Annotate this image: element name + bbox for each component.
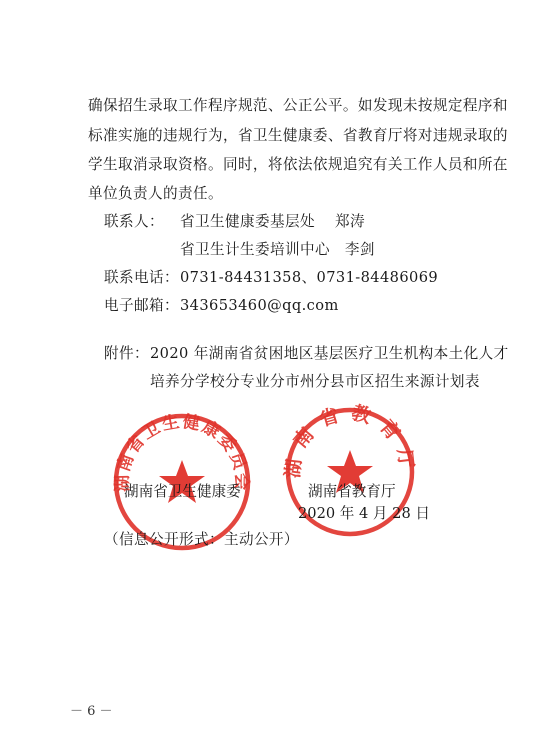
contact-person-1: 省卫生健康委基层处 郑涛 [180,213,365,230]
paragraph-line-4: 单位负责人的责任。 [88,185,223,202]
seal-2-text: 湖南省教育厅 [281,402,419,480]
page-number: － 6 － [70,704,113,719]
signature-org-1: 湖南省卫生健康委 [124,483,241,500]
attachment-line-2: 培养分学校分专业分市州分县市区招生来源计划表 [150,373,480,390]
phone-label: 联系电话： [104,269,179,286]
paragraph-line-1: 确保招生录取工作程序规范、公正公平。如发现未按规定程序和 [88,97,508,114]
paragraph-line-2: 标准实施的违规行为，省卫生健康委、省教育厅将对违规录取的 [88,127,508,144]
email-label: 电子邮箱： [104,297,179,314]
attachment-label: 附件： [104,345,149,362]
attachment-line-1: 2020 年湖南省贫困地区基层医疗卫生机构本土化人才 [150,345,509,362]
signature-date: 2020 年 4 月 28 日 [298,505,430,522]
contact-person-2: 省卫生计生委培训中心 李剑 [180,241,375,258]
signature-org-2: 湖南省教育厅 [308,483,396,500]
seal-1-text: 湖南省卫生健康委员会 [112,411,252,493]
disclosure-note: （信息公开形式：主动公开） [104,531,299,548]
email-address: 343653460@qq.com [180,297,339,314]
phone-numbers: 0731-84431358、0731-84486069 [180,269,439,286]
contact-label: 联系人： [104,213,164,230]
paragraph-line-3: 学生取消录取资格。同时，将依法依规追究有关工作人员和所在 [88,156,508,173]
